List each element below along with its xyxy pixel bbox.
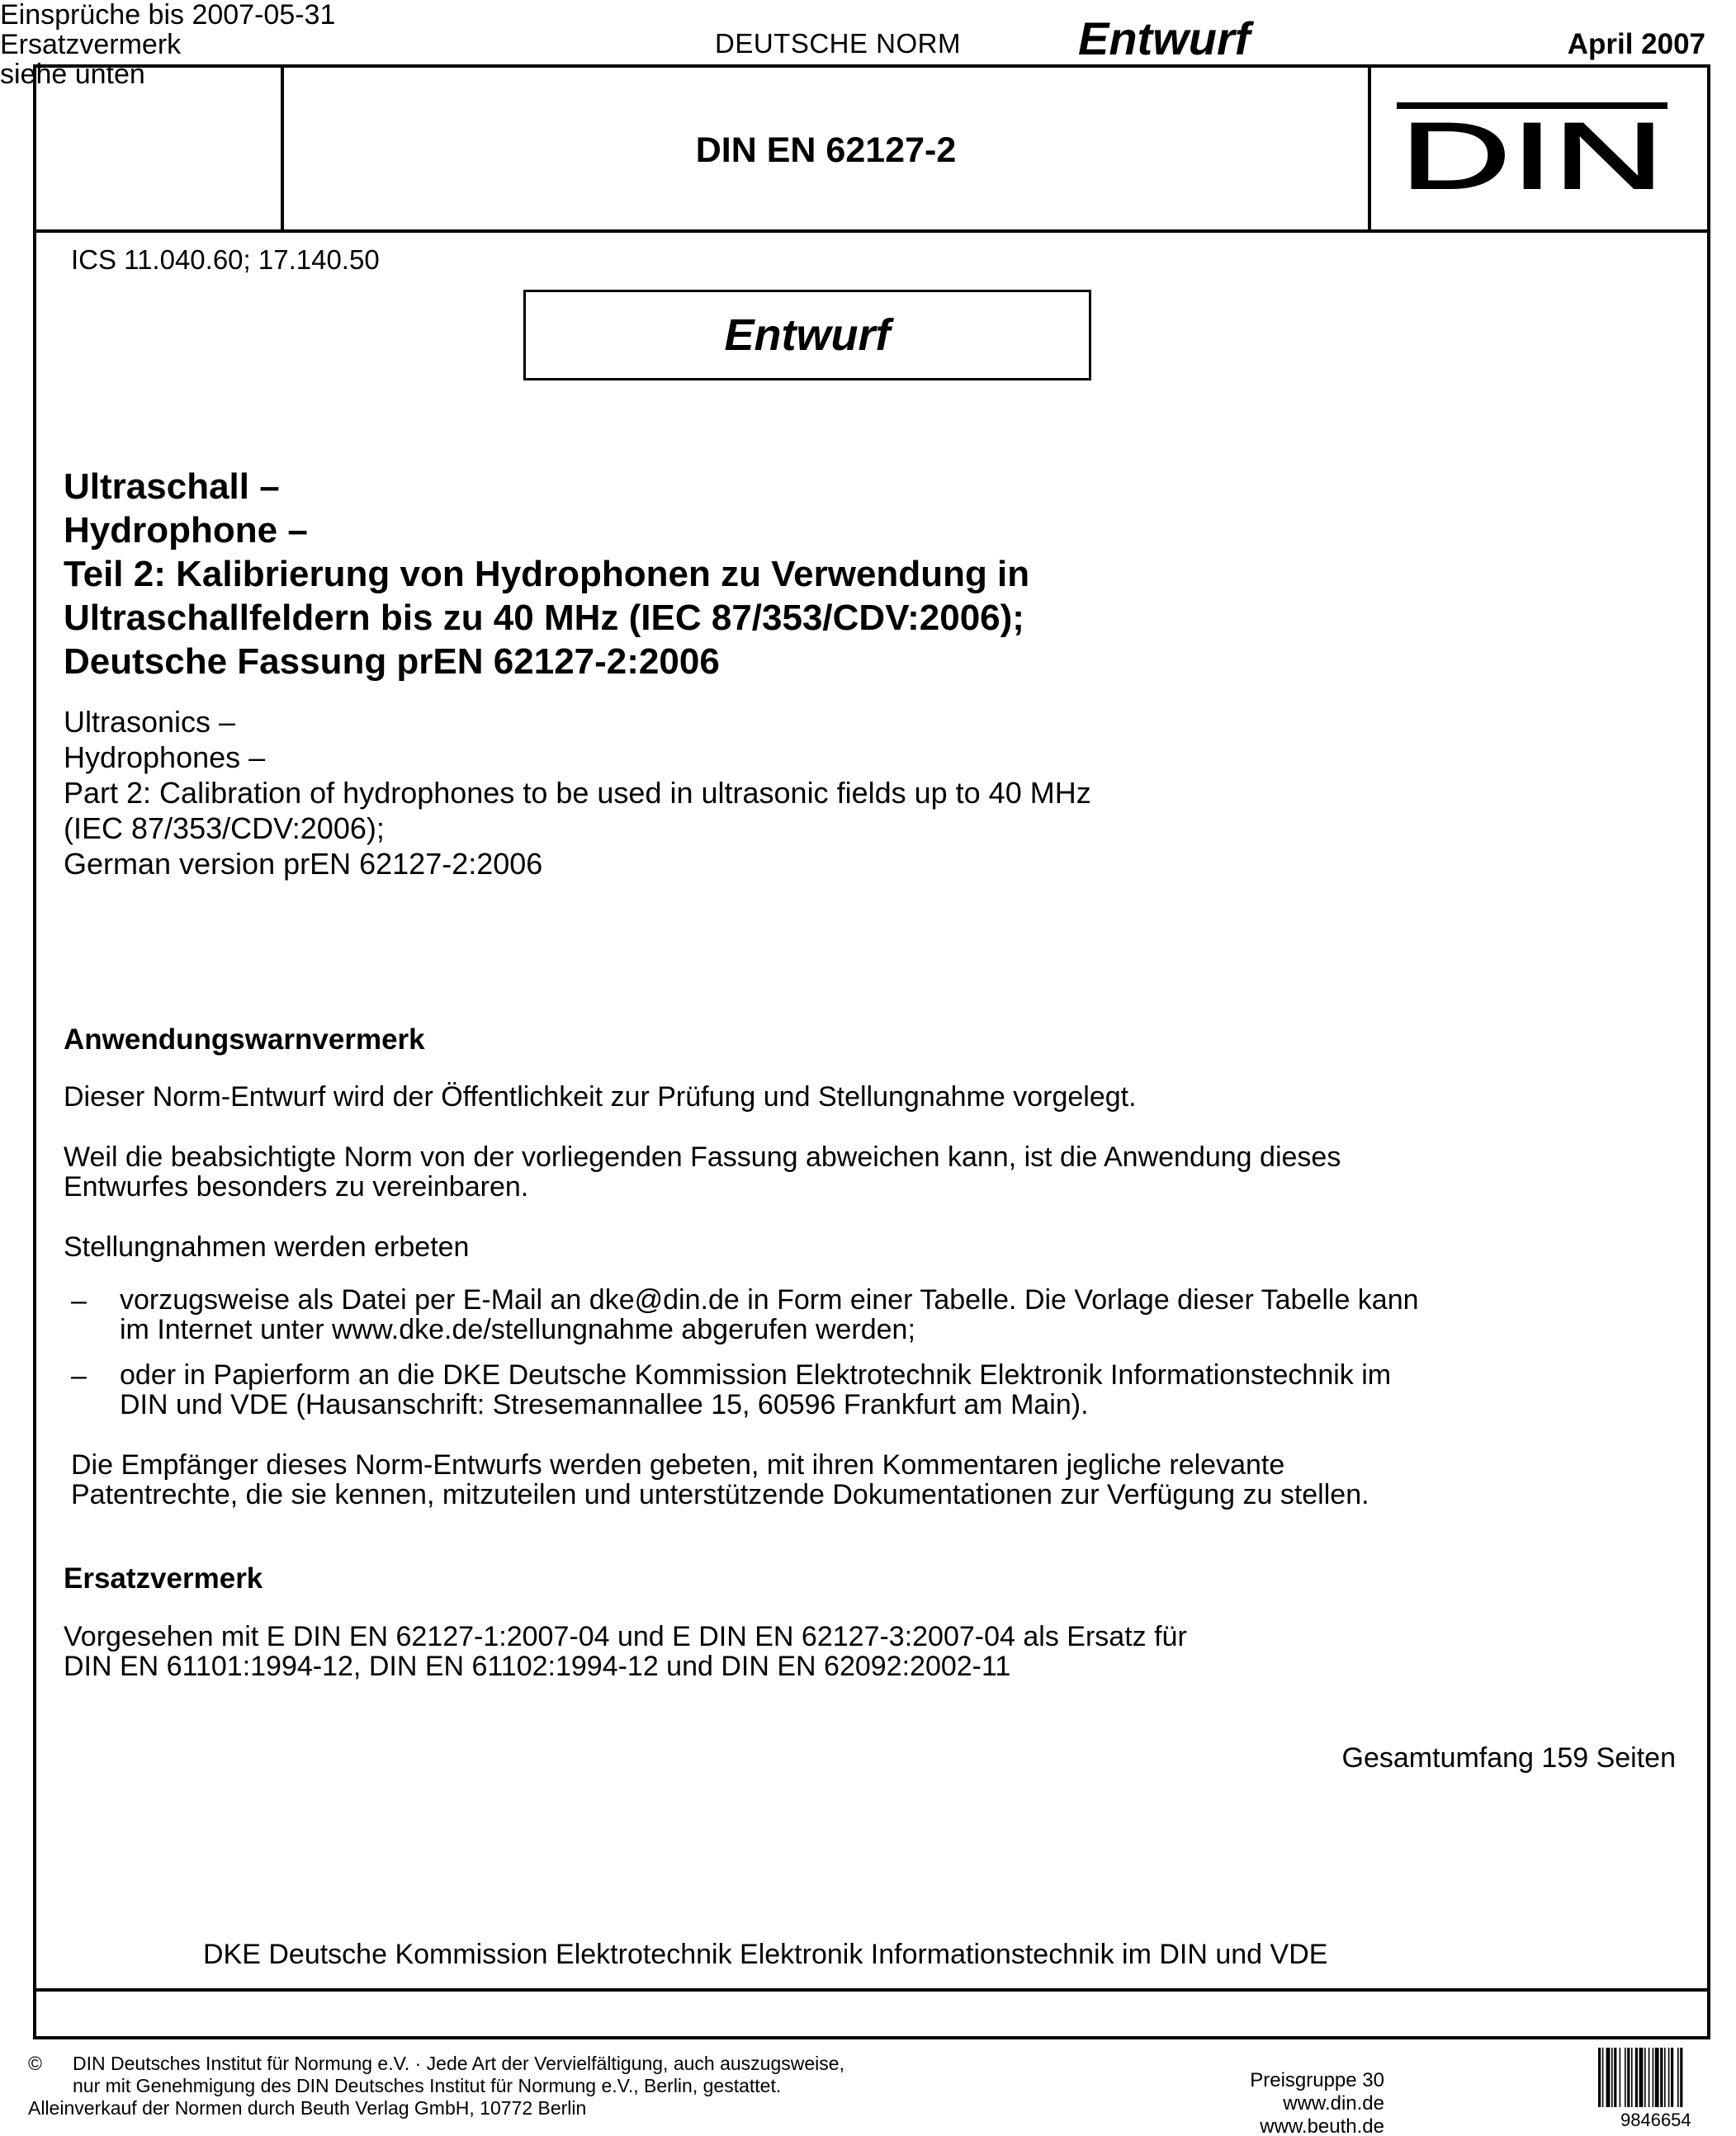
barcode-icon — [1598, 2048, 1705, 2107]
barcode-bar — [1606, 2048, 1611, 2107]
committee-line: DKE Deutsche Kommission Elektrotechnik Elektronik Informationstechnik im DIN und VDE — [203, 1939, 1328, 1970]
title-german — [64, 465, 1029, 683]
title-line: Deutsche Fassung prEN 62127-2:2006 — [64, 641, 720, 682]
barcode-bar — [1660, 2048, 1663, 2107]
patent-paragraph: Patentrechte, die sie kennen, mitzuteilen und unterstützende Dokumentationen zur Verfügung zu stellen. — [71, 1479, 1369, 1510]
footer-line: Alleinverkauf der Normen durch Beuth Verlag GmbH, 10772 Berlin — [28, 2097, 587, 2119]
barcode-bar — [1620, 2048, 1621, 2107]
see-below-note: siehe unten — [0, 59, 145, 90]
barcode-bar — [1671, 2048, 1673, 2107]
title-line: Ultrasonics – — [64, 705, 236, 739]
barcode-bar — [1668, 2048, 1670, 2107]
title-line: (IEC 87/353/CDV:2006); — [64, 811, 385, 845]
title-line: Teil 2: Kalibrierung von Hydrophonen zu Verwendung in — [64, 554, 1030, 594]
copyright-icon: © — [28, 2053, 42, 2074]
draft-status-label: Entwurf — [1078, 12, 1251, 64]
footer-line: DIN Deutsches Institut für Normung e.V. · Jede Art der Vervielfältigung, auch auszugsweise, — [73, 2053, 844, 2074]
draft-box: Entwurf — [523, 290, 1091, 380]
barcode-bar — [1677, 2048, 1679, 2107]
barcode-bar — [1655, 2048, 1659, 2107]
barcode-bar — [1611, 2048, 1613, 2107]
replacement-text: Vorgesehen mit E DIN EN 62127-1:2007-04 und E DIN EN 62127-3:2007-04 als Ersatz für — [64, 1621, 1187, 1652]
footer-line: nur mit Genehmigung des DIN Deutsches Institut für Normung e.V., Berlin, gestattet. — [73, 2075, 782, 2096]
barcode-bar — [1644, 2048, 1646, 2107]
barcode-bar — [1602, 2048, 1604, 2107]
ics-codes: ICS 11.040.60; 17.140.50 — [71, 244, 380, 275]
total-pages: Gesamtumfang 159 Seiten — [1341, 1742, 1676, 1774]
objection-deadline: Einsprüche bis 2007-05-31 — [0, 0, 336, 31]
din-logo-text: DIN — [1400, 104, 1664, 195]
bullet-dash: – — [71, 1285, 87, 1316]
header-divider — [1368, 68, 1371, 233]
bullet-text: vorzugsweise als Datei per E-Mail an dke@din.de in Form einer Tabelle. Die Vorlage dieser Tabelle kann — [120, 1284, 1419, 1316]
warning-paragraph: Stellungnahmen werden erbeten — [64, 1231, 470, 1263]
website-beuth: www.beuth.de — [1260, 2115, 1384, 2136]
title-line: Hydrophone – — [64, 510, 308, 551]
title-line: German version prEN 62127-2:2006 — [64, 847, 543, 881]
title-line: Part 2: Calibration of hydrophones to be used in ultrasonic fields up to 40 MHz — [64, 776, 1091, 810]
title-english — [64, 704, 1091, 881]
publication-date: April 2007 — [1567, 28, 1705, 60]
price-group: Preisgruppe 30 — [1250, 2069, 1384, 2091]
warning-paragraph: Dieser Norm-Entwurf wird der Öffentlichkeit zur Prüfung und Stellungnahme vorgelegt. — [64, 1081, 1137, 1113]
barcode-bar — [1614, 2048, 1616, 2107]
barcode-bar — [1598, 2048, 1601, 2107]
title-line: Hydrophones – — [64, 740, 266, 774]
barcode-bar — [1648, 2048, 1650, 2107]
barcode-bar — [1664, 2048, 1666, 2107]
bullet-text: oder in Papierform an die DKE Deutsche Kommission Elektrotechnik Elektronik Informationstechnik im — [120, 1359, 1392, 1391]
bullet-dash: – — [71, 1360, 87, 1392]
norm-type-label: DEUTSCHE NORM — [715, 28, 962, 59]
replacement-heading: Ersatzvermerk — [64, 1562, 263, 1595]
header-row — [36, 68, 1707, 233]
barcode-bar — [1631, 2048, 1633, 2107]
title-line: Ultraschall – — [64, 466, 280, 507]
footer-copyright-text — [28, 2053, 844, 2119]
bullet-text: im Internet unter www.dke.de/stellungnahme abgerufen werden; — [120, 1314, 915, 1345]
title-line: Ultraschallfeldern bis zu 40 MHz (IEC 87/353/CDV:2006); — [64, 598, 1024, 638]
replacement-note-label: Ersatzvermerk — [0, 29, 182, 60]
barcode-bar — [1639, 2048, 1644, 2107]
barcode-bar — [1625, 2048, 1626, 2107]
din-logo — [1397, 102, 1667, 195]
barcode-bar — [1680, 2048, 1682, 2107]
frame-bottom-rule — [36, 1988, 1707, 1992]
barcode-bar — [1627, 2048, 1630, 2107]
barcode-bar — [1653, 2048, 1654, 2107]
barcode-number: 9846654 — [1620, 2110, 1691, 2130]
warning-paragraph: Weil die beabsichtigte Norm von der vorliegenden Fassung abweichen kann, ist die Anwendung dieses — [64, 1141, 1341, 1173]
website-din: www.din.de — [1283, 2092, 1384, 2115]
footer-publisher-info — [1213, 2069, 1384, 2136]
standard-number: DIN EN 62127-2 — [695, 130, 957, 170]
barcode-bar — [1635, 2048, 1638, 2107]
warning-paragraph: Entwurfes besonders zu vereinbaren. — [64, 1171, 529, 1203]
bullet-text: DIN und VDE (Hausanschrift: Stresemannallee 15, 60596 Frankfurt am Main). — [120, 1389, 1089, 1420]
patent-paragraph: Die Empfänger dieses Norm-Entwurfs werden gebeten, mit ihren Kommentaren jegliche relevante — [71, 1449, 1285, 1481]
warning-heading: Anwendungswarnvermerk — [64, 1023, 425, 1056]
replacement-text: DIN EN 61101:1994-12, DIN EN 61102:1994-12 und DIN EN 62092:2002-11 — [64, 1651, 1011, 1682]
